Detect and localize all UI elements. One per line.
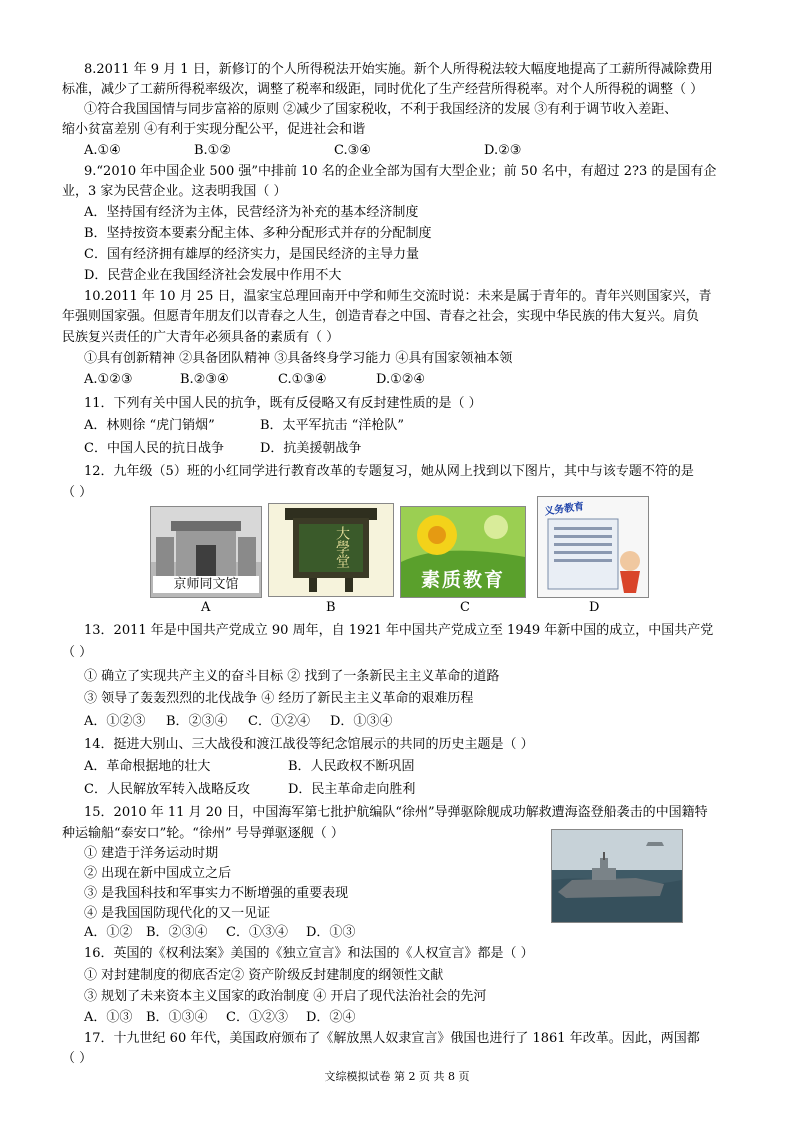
q9-option-c: C．国有经济拥有雄厚的经济实力，是国民经济的主导力量 [84, 247, 419, 262]
image-a-label: A [201, 600, 211, 615]
q11-option-b: B．太平军抗击 “洋枪队” [260, 418, 404, 433]
q15-options [84, 923, 742, 942]
q14-option-b: B．人民政权不断巩固 [288, 759, 415, 774]
q12-stem-line2: （ ） [62, 485, 93, 500]
q15-stem-line1: 15．2010 年 11 月 20 日，中国海军第七批护航编队“徐州”导弹驱除舰成功解救遭海盗登船袭击的中国籍特 [84, 805, 708, 820]
q15-option-a: A．①② [84, 925, 133, 940]
q10-stem-line2: 年强则国家强。但愿青年朋友们以青春之人生，创造青春之中国、青春之社会，实现中华民族的伟大复兴。肩负 [62, 309, 700, 324]
q9-option-d: D．民营企业在我国经济社会发展中作用不大 [84, 268, 342, 283]
q17-stem-line1: 17．十九世纪 60 年代，美国政府颁布了《解放黑人奴隶宣言》俄国也进行了 1861 年改革。因此，两国都 [84, 1031, 700, 1046]
q8-stem-line2: 标准，减少了工薪所得税率级次，调整了税率和级距，同时优化了生产经营所得税率。对个人所得税的调整（ ） [62, 82, 704, 97]
image-d-caption: 义务教育 [543, 501, 585, 518]
q16-option-b: B．①③④ [146, 1010, 208, 1025]
q8-option-c: C.③④ [334, 143, 371, 158]
image-a-jingshi-tongwenguan [150, 506, 262, 598]
q10-option-c: C.①③④ [278, 372, 327, 387]
q11-options-line2 [84, 439, 742, 458]
q13-options [84, 712, 742, 731]
q10-option-a: A.①②③ [84, 372, 133, 387]
q16-option-a: A．①③ [84, 1010, 133, 1025]
q8-option-a: A.①④ [84, 143, 121, 158]
q16-option-d: D．②④ [306, 1010, 356, 1025]
q14-options-line1 [84, 757, 742, 776]
image-b-caption: 大學堂 [334, 526, 350, 568]
q10-options [84, 370, 742, 389]
q16-items-line1: ① 对封建制度的彻底否定② 资产阶级反封建制度的纲领性文献 [84, 968, 444, 983]
q9-option-a: A．坚持国有经济为主体，民营经济为补充的基本经济制度 [84, 205, 419, 220]
q8-stem-line1: 8.2011 年 9 月 1 日，新修订的个人所得税法开始实施。新个人所得税法较大幅度地提高了工薪所得减除费用 [84, 62, 713, 77]
q13-stem-line1: 13．2011 年是中国共产党成立 90 周年，自 1921 年中国共产党成立至 1949 年新中国的成立，中国共产党 [84, 623, 714, 638]
image-b-daxuetang [268, 503, 394, 597]
warship-photo [551, 829, 683, 923]
q13-option-a: A．①②③ [84, 714, 146, 729]
q8-items-line1: ①符合我国国情与同步富裕的原则 ②减少了国家税收，不利于我国经济的发展 ③有利于调节收入差距、 [84, 102, 678, 117]
warship-icon [552, 830, 682, 922]
image-c-caption: 素质教育 [420, 569, 505, 591]
q10-option-b: B.②③④ [180, 372, 229, 387]
q8-option-b: B.①② [194, 143, 231, 158]
q11-option-c: C．中国人民的抗日战争 [84, 441, 224, 456]
image-d-label: D [589, 600, 600, 615]
q15-item-4: ④ 是我国国防现代化的又一见证 [84, 906, 271, 921]
q16-options [84, 1008, 742, 1027]
q10-option-d: D.①②④ [376, 372, 426, 387]
q8-items-line2: 缩小贫富差别 ④有利于实现分配公平，促进社会和谐 [62, 122, 366, 137]
q15-item-1: ① 建造于洋务运动时期 [84, 846, 219, 861]
q16-stem: 16．英国的《权利法案》美国的《独立宣言》和法国的《人权宣言》都是（ ） [84, 946, 534, 961]
q16-items-line2: ③ 规划了未来资本主义国家的政治制度 ④ 开启了现代法治社会的先河 [84, 989, 487, 1004]
q13-items-line2: ③ 领导了轰轰烈烈的北伐战争 ④ 经历了新民主主义革命的艰难历程 [84, 691, 474, 706]
q11-stem: 11．下列有关中国人民的抗争，既有反侵略又有反封建性质的是（ ） [84, 396, 482, 411]
q14-option-d: D．民主革命走向胜利 [288, 782, 416, 797]
q8-option-d: D.②③ [484, 143, 522, 158]
image-b-label: B [326, 600, 336, 615]
q15-stem-line2: 种运输船“泰安口”轮。“徐州” 号导弹驱逐舰（ ） [62, 826, 344, 841]
image-c-label: C [460, 600, 470, 615]
q9-stem-line2: 业，3 家为民营企业。这表明我国（ ） [62, 184, 287, 199]
image-a-caption: 京师同文馆 [153, 576, 259, 593]
q16-option-c: C．①②③ [226, 1010, 288, 1025]
q13-stem-line2: （ ） [62, 645, 93, 660]
q13-items-line1: ① 确立了实现共产主义的奋斗目标 ② 找到了一条新民主主义革命的道路 [84, 669, 500, 684]
q10-items: ①具有创新精神 ②具备团队精神 ③具备终身学习能力 ④具有国家领袖本领 [84, 351, 513, 366]
image-d-yiwu-jiaoyu [537, 496, 649, 598]
q15-item-3: ③ 是我国科技和军事实力不断增强的重要表现 [84, 886, 349, 901]
q8-options [84, 141, 742, 160]
q13-option-d: D．①③④ [330, 714, 393, 729]
q9-stem-line1: 9.“2010 年中国企业 500 强”中排前 10 名的企业全部为国有大型企业；前 50 名中，有超过 2?3 的是国有企 [84, 164, 717, 179]
q11-option-d: D．抗美援朝战争 [260, 441, 362, 456]
q13-option-c: C．①②④ [248, 714, 310, 729]
q10-stem-line1: 10.2011 年 10 月 25 日，温家宝总理回南开中学和师生交流时说：未来是属于青年的。青年兴则国家兴，青 [84, 289, 712, 304]
image-c-suzhi-jiaoyu [400, 506, 526, 598]
q11-option-a: A．林则徐 “虎门销烟” [84, 418, 215, 433]
q11-options-line1 [84, 416, 742, 435]
q14-option-c: C．人民解放军转入战略反攻 [84, 782, 250, 797]
q14-option-a: A．革命根据地的壮大 [84, 759, 211, 774]
q14-stem: 14．挺进大别山、三大战役和渡江战役等纪念馆展示的共同的历史主题是（ ） [84, 737, 534, 752]
q15-option-c: C．①③④ [226, 925, 288, 940]
q14-options-line2 [84, 780, 742, 799]
q10-stem-line3: 民族复兴责任的广大青年必须具备的素质有（ ） [62, 330, 340, 345]
q12-stem-line1: 12．九年级（5）班的小红同学进行教育改革的专题复习，她从网上找到以下图片，其中与该专题不符的是 [84, 464, 694, 479]
page-footer: 文综模拟试卷 第 2 页 共 8 页 [324, 1070, 470, 1083]
q15-item-2: ② 出现在新中国成立之后 [84, 866, 232, 881]
q13-option-b: B．②③④ [166, 714, 228, 729]
q9-option-b: B．坚持按资本要素分配主体、多种分配形式并存的分配制度 [84, 226, 432, 241]
q15-option-b: B．②③④ [146, 925, 208, 940]
q15-option-d: D．①③ [306, 925, 356, 940]
q17-stem-line2: （ ） [62, 1051, 93, 1066]
